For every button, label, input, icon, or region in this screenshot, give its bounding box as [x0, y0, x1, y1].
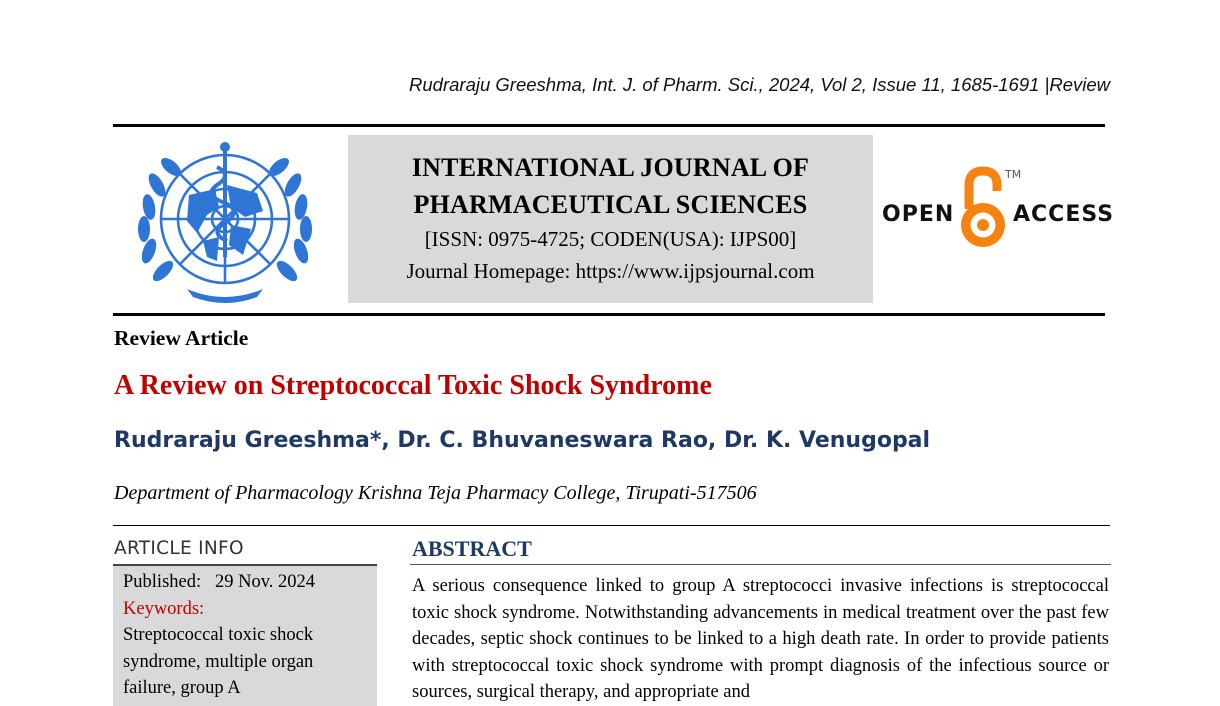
- journal-homepage-link[interactable]: Journal Homepage: https://www.ijpsjournal.com: [406, 259, 815, 283]
- abstract-heading: ABSTRACT: [412, 536, 532, 561]
- article-authors: Rudraraju Greeshma*, Dr. C. Bhuvaneswara Rao, Dr. K. Venugopal: [114, 428, 931, 453]
- header-bottom-rule: [113, 313, 1105, 316]
- open-access-trademark: TM: [1005, 168, 1022, 181]
- open-access-lock-icon: [955, 165, 1011, 253]
- article-info-box: [113, 566, 377, 706]
- journal-masthead: [348, 135, 873, 303]
- running-citation: Rudraraju Greeshma, Int. J. of Pharm. Sci., 2024, Vol 2, Issue 11, 1685-1691 |Review: [409, 74, 1110, 95]
- section-divider: [113, 525, 1110, 526]
- article-title: A Review on Streptococcal Toxic Shock Syndrome: [114, 370, 712, 401]
- open-access-badge: [880, 165, 1115, 255]
- header-top-rule: [113, 124, 1105, 127]
- open-access-word-access: ACCESS: [1013, 202, 1115, 227]
- abstract-rule: [410, 564, 1111, 565]
- published-row: [123, 569, 367, 596]
- journal-issn: [ISSN: 0975-4725; CODEN(USA): IJPS00]: [424, 227, 797, 251]
- journal-title-line2: PHARMACEUTICAL SCIENCES: [413, 190, 808, 219]
- article-type: Review Article: [114, 326, 249, 350]
- author-affiliation: Department of Pharmacology Krishna Teja Pharmacy College, Tirupati-517506: [114, 482, 757, 504]
- published-label: Published:: [123, 572, 202, 592]
- journal-emblem-logo: [127, 137, 323, 307]
- abstract-text: A serious consequence linked to group A streptococci invasive infections is streptococcal toxic shock syndrome. Notwithstanding advancements in medical treatment over the past few decades, septic shock continues to be linked to a high death rate. In order to provide patients with streptococcal toxic shock syndrome with prompt diagnosis of the infectious source or sources, surgical therapy, and appropriate and: [412, 576, 1109, 702]
- published-date: 29 Nov. 2024: [215, 572, 316, 592]
- journal-title-line1: INTERNATIONAL JOURNAL OF: [411, 153, 810, 182]
- keywords-text: Streptococcal toxic shock syndrome, multiple organ failure, group A: [123, 625, 314, 698]
- article-info-heading: ARTICLE INFO: [114, 538, 244, 559]
- keywords-label: Keywords:: [123, 598, 205, 619]
- open-access-word-open: OPEN: [882, 202, 955, 227]
